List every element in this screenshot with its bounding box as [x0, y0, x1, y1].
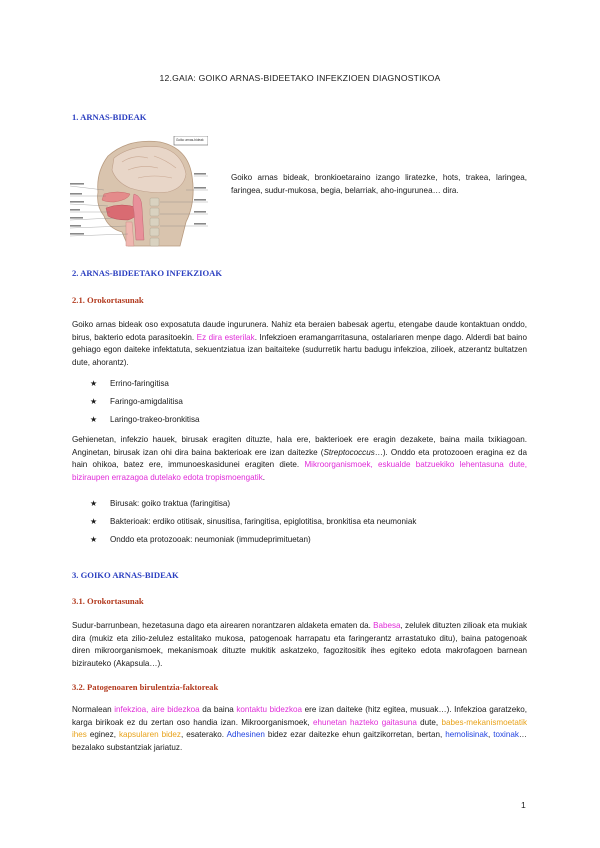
section-heading-arnas-bideak: 1. ARNAS-BIDEAK: [72, 112, 147, 122]
star-bullet-icon: ★: [90, 499, 98, 508]
star-bullet-icon: ★: [90, 379, 98, 388]
subheading-orokortasunak-2-1: 2.1. Orokortasunak: [72, 295, 144, 305]
paragraph-3-2: Normalean infekzioa, aire bidezkoa da baina kontaktu bidezkoa ere izan daiteke (hitz egitea, musuak…). Infekzioa garatzeko, karga birikoak ez du zertan oso handia izan. Mikroorganismoek, ehunetan hazteko gaitasuna dute, babes-mekanismoetatik ihes eginez, kapsularen bidez, esaterako. Adhesinen bidez ezar daitezke ehun gaitzikorretan, bertan, hemolisinak, toxinak… bezalako substantziak jariatuz.: [72, 705, 527, 752]
infection-list: [90, 378, 200, 432]
subheading-birulentzia-faktoreak: 3.2. Patogenoaren birulentzia-faktoreak: [72, 682, 219, 692]
intro-paragraph: Goiko arnas bideak, bronkioetaraino izango liratezke, hots, trakea, laringea, faringea, sudur-mukosa, begia, belarriak, aho-ingurunea… dira.: [231, 173, 527, 195]
list-item: ★ Bakterioak: erdiko otitisak, sinusitisa, faringitisa, epiglotitisa, bronkitisa eta neumoniak: [90, 517, 417, 526]
paragraph-3-1: Sudur-barrunbean, hezetasuna dago eta airearen norantzaren aldaketa ematen da. Babesa, zelulek dituzten zilioak eta mukiak dira (mukiz eta zilio-zelulez estalitako mukosa, patogenoak harrapatu eta faringerantz arrastatuko ditu), baina patogenoak diren mikroorganismoek, mekanismoak dituzte mukitik askatzeko, fagozitositik ihes egiteko edota makrofagoen barnean bizirauteko (Akapsula…).: [72, 621, 527, 668]
highlight-babesa: Babesa: [373, 621, 401, 630]
list-item: ★ Birusak: goiko traktua (faringitisa): [90, 499, 231, 508]
pathogen-list: [90, 498, 416, 552]
head-sagittal-illustration: [68, 136, 208, 248]
subheading-orokortasunak-3-1: 3.1. Orokortasunak: [72, 596, 144, 606]
list-item: ★ Onddo eta protozooak: neumoniak (immudeprimituetan): [90, 535, 311, 544]
document-title: 12.GAIA: GOIKO ARNAS-BIDEETAKO INFEKZIOEN DIAGNOSTIKOA: [159, 73, 441, 83]
highlight-mikroorganismoek: Mikroorganismoek, eskualde batzuekiko lehentasuna dute, biziraupen errazagoa dutelako edota tropismoengatik: [72, 460, 527, 482]
list-item: ★ Errino-faringitisa: [90, 379, 169, 388]
paragraph-2-1-a: Goiko arnas bideak oso exposatuta daude ingurunera. Nahiz eta beraien babesak agertu, etengabe daude kontaktuan onddo, birus, bakterio edota parasitoekin. Ez dira esterilak. Infekzioen eramangarritasuna, ostalariaren menpe dago. Alderdi bat baino gehiago egon daiteke infektatuta, sekuentziatua izan baitaiteke (sudurretik hartu badugu infekzioa, zilioek, atzerantz bultatzen dute, ahorantz).: [72, 320, 527, 367]
figure-caption: Goiko arnas-bideak: [176, 138, 204, 142]
star-bullet-icon: ★: [90, 397, 98, 406]
highlight-ez-dira-esterilak: Ez dira esterilak: [196, 332, 255, 342]
star-bullet-icon: ★: [90, 535, 98, 544]
list-item: ★ Faringo-amigdalitisa: [90, 397, 183, 406]
section-heading-goiko-arnas-bideak: 3. GOIKO ARNAS-BIDEAK: [72, 570, 179, 580]
star-bullet-icon: ★: [90, 415, 98, 424]
star-bullet-icon: ★: [90, 517, 98, 526]
page-number: 1: [521, 800, 526, 810]
list-item: ★ Laringo-trakeo-bronkitisa: [90, 415, 200, 424]
anatomy-figure: [68, 136, 208, 248]
section-heading-infekzioak: 2. ARNAS-BIDEETAKO INFEKZIOAK: [72, 268, 223, 278]
paragraph-2-1-b: Gehienetan, infekzio hauek, birusak eragiten dituzte, hala ere, bakterioek ere eragin dezakete, baina maila txikiagoan. Anginetan, birusak izan ohi dira baina bakterioak ere izan daitezke (Streptococcus…). Onddo eta protozooen eragina ez da hain ohikoa, batez ere, immunoeskasidunei eragiten diete. Mikroorganismoek, eskualde batzuekiko lehentasuna dute, biziraupen errazagoa dutelako edota tropismoengatik.: [72, 435, 527, 482]
